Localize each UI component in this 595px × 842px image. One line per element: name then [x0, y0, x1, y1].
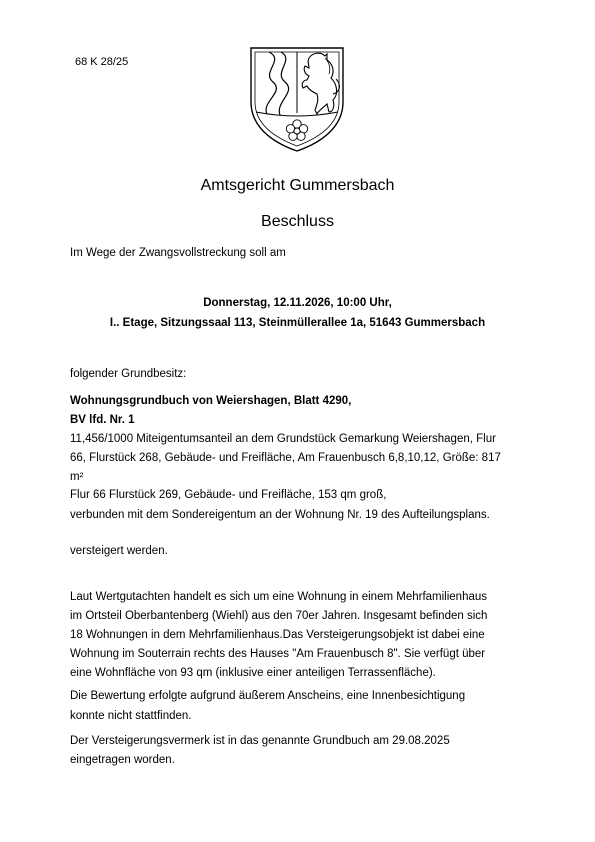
property-line: 11,456/1000 Miteigentumsanteil an dem Grundstück Gemarkung Weiershagen, Flur [70, 433, 496, 445]
intro-text: Im Wege der Zwangsvollstreckung soll am [70, 247, 286, 259]
valuation-line: konnte nicht stattfinden. [70, 710, 192, 722]
property-line: 66, Flurstück 268, Gebäude- und Freifläche, Am Frauenbusch 6,8,10,12, Größe: 817 [70, 452, 501, 464]
court-name: Amtsgericht Gummersbach [200, 177, 395, 194]
property-line: Flur 66 Flurstück 269, Gebäude- und Freifläche, 153 qm groß, [70, 489, 387, 501]
property-intro: folgender Grundbesitz: [70, 368, 187, 380]
description-line: eine Wohnfläche von 93 qm (inklusive einer anteiligen Terrassenfläche). [70, 667, 436, 679]
registration-line: Der Versteigerungsvermerk ist in das genannte Grundbuch am 29.08.2025 [70, 735, 450, 747]
case-number: 68 K 28/25 [75, 56, 129, 68]
description-line: im Ortsteil Oberbantenberg (Wiehl) aus den 70er Jahren. Insgesamt befinden sich [70, 610, 488, 622]
document-type: Beschluss [261, 213, 334, 230]
property-bv-number: BV lfd. Nr. 1 [70, 414, 135, 426]
description-line: Wohnung im Souterrain rechts des Hauses "Am Frauenbusch 8". Sie verfügt über [70, 648, 486, 660]
description-line: Laut Wertgutachten handelt es sich um eine Wohnung in einem Mehrfamilienhaus [70, 591, 488, 603]
registration-line: eingetragen worden. [70, 754, 175, 766]
coat-of-arms-icon [247, 44, 347, 154]
auction-text: versteigert werden. [70, 545, 168, 557]
appointment-location: I.. Etage, Sitzungssaal 113, Steinmüllerallee 1a, 51643 Gummersbach [109, 317, 486, 329]
property-line: m² [70, 471, 84, 483]
appointment-date-time: Donnerstag, 12.11.2026, 10:00 Uhr, [203, 297, 392, 309]
property-line: verbunden mit dem Sondereigentum an der Wohnung Nr. 19 des Aufteilungsplans. [70, 509, 490, 521]
property-register: Wohnungsgrundbuch von Weiershagen, Blatt 4290, [70, 395, 352, 407]
description-line: 18 Wohnungen in dem Mehrfamilienhaus.Das Versteigerungsobjekt ist dabei eine [70, 629, 485, 641]
valuation-line: Die Bewertung erfolgte aufgrund äußerem Anscheins, eine Innenbesichtigung [70, 690, 466, 702]
